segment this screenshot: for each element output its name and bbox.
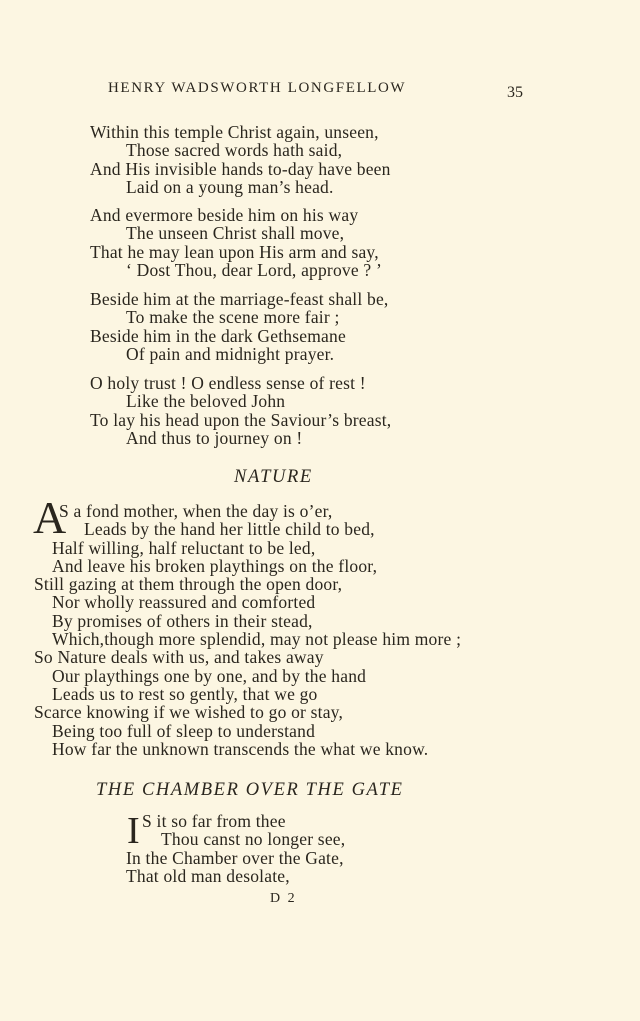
poem-chamber (126, 812, 345, 885)
verse-line: The unseen Christ shall move, (126, 223, 345, 244)
verse-line: Thou canst no longer see, (161, 829, 346, 850)
running-head: HENRY WADSWORTH LONGFELLOW (108, 80, 407, 96)
verse-line: Leads by the hand her little child to bed, (84, 519, 375, 540)
verse-line: Which,though more splendid, may not please him more ; (52, 629, 462, 650)
verse-line: To make the scene more fair ; (126, 307, 340, 328)
verse-line: S a fond mother, when the day is o’er, (59, 501, 333, 521)
drop-cap: I (127, 810, 140, 852)
poem-title-chamber: THE CHAMBER OVER THE GATE (96, 780, 404, 800)
verse-line: And thus to journey on ! (126, 427, 303, 448)
verse-line: Nor wholly reassured and comforted (52, 592, 316, 613)
verse-line: So Nature deals with us, and takes away (34, 647, 324, 668)
page-number: 35 (507, 84, 523, 101)
verse-line: Still gazing at them through the open door, (34, 574, 343, 595)
verse-line: O holy trust ! O endless sense of rest ! (90, 373, 366, 393)
verse-line: That old man desolate, (126, 865, 290, 886)
stanza-1 (90, 123, 391, 196)
verse-line: Laid on a young man’s head. (126, 176, 334, 197)
verse-line: Within this temple Christ again, unseen, (90, 122, 379, 142)
verse-line: Of pain and midnight prayer. (126, 343, 335, 364)
verse-line: Our playthings one by one, and by the hand (52, 665, 367, 686)
verse-line: How far the unknown transcends the what we know. (52, 738, 429, 759)
drop-cap: A (33, 492, 67, 543)
verse-line: ‘ Dost Thou, dear Lord, approve ? ’ (126, 259, 382, 280)
verse-line: By promises of others in their stead, (52, 610, 313, 631)
poem-nature (34, 502, 461, 758)
verse-line: And evermore beside him on his way (90, 205, 359, 225)
verse-line: In the Chamber over the Gate, (126, 847, 344, 868)
stanza-2 (90, 206, 382, 279)
verse-line: Half willing, half reluctant to be led, (52, 537, 316, 558)
stanza-4 (90, 374, 391, 447)
verse-line: And His invisible hands to-day have been (90, 158, 391, 179)
verse-line: To lay his head upon the Saviour’s breast, (90, 409, 392, 430)
verse-line: Beside him at the marriage-feast shall be, (90, 289, 389, 309)
verse-line: S it so far from thee (142, 811, 286, 831)
verse-line: Beside him in the dark Gethsemane (90, 325, 346, 346)
signature-mark: D 2 (270, 891, 297, 906)
verse-line: And leave his broken playthings on the floor, (52, 555, 378, 576)
verse-line: Leads us to rest so gently, that we go (52, 683, 318, 704)
poem-title-nature: NATURE (234, 467, 313, 487)
verse-line: Those sacred words hath said, (126, 140, 343, 161)
verse-line: Like the beloved John (126, 391, 286, 412)
verse-line: Being too full of sleep to understand (52, 720, 316, 741)
verse-line: That he may lean upon His arm and say, (90, 241, 379, 262)
stanza-3 (90, 290, 389, 363)
verse-line: Scarce knowing if we wished to go or stay, (34, 702, 344, 723)
